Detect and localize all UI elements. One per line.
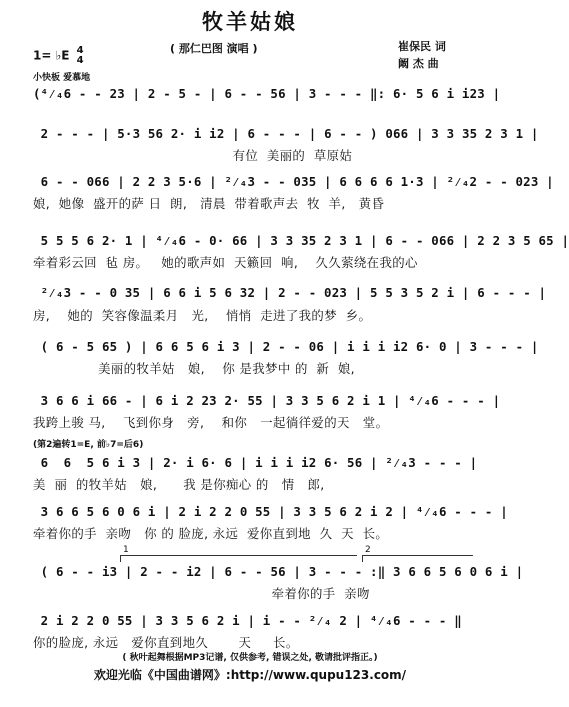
tempo-marking: 小快板 爱慕地: [33, 73, 91, 83]
composer-credit: 阚 杰 曲: [398, 57, 439, 70]
song-title: 牧羊姑娘: [202, 10, 298, 34]
time-signature: [77, 46, 84, 66]
volta-number-2: 2: [365, 545, 371, 555]
key-label: 1= ♭E: [33, 48, 70, 63]
notation-line: ( 6 - 5 65 ) | 6 6 5 6 i 3 | 2 - - 06 | i i i i2 6· 0 | 3 - - - |: [33, 339, 539, 354]
lyricist-credit: 崔保民 词: [398, 40, 446, 53]
website-footer: 欢迎光临《中国曲谱网》:http://www.qupu123.com/: [93, 668, 407, 682]
lyrics-line: 房, 她的 笑容像温柔月 光, 悄悄 走进了我的梦 乡。: [33, 308, 372, 323]
performer-credit: ( 那仁巴图 演唱 ): [170, 42, 258, 55]
notation-line: ²⁄₄3 - - 0 35 | 6 6 i 5 6 32 | 2 - - 023 | 5 5 3 5 2 i | 6 - - - |: [33, 285, 547, 300]
notation-line: 6 6 5 6 i 3 | 2· i 6· 6 | i i i i2 6· 56 | ²⁄₄3 - - - |: [33, 455, 478, 470]
lyrics-line: 娘, 她像 盛开的萨 日 朗, 清晨 带着歌声去 牧 羊, 黄昏: [33, 196, 385, 211]
lyrics-line: 你的脸庞, 永远 爱你直到地久 天 长。: [33, 635, 299, 650]
lyrics-line: 牵着彩云回 毡 房。 她的歌声如 天籁回 响, 久久萦绕在我的心: [33, 255, 418, 270]
modulation-note: (第2遍转1=E, 前♭7=后6): [33, 440, 144, 450]
notation-line: (⁴⁄₄6 - - 23 | 2 - 5 - | 6 - - 56 | 3 - - - ‖: 6· 5 6 i i23 |: [33, 86, 501, 101]
lyrics-line: 美 丽 的牧羊姑 娘, 我 是你痴心 的 情 郎,: [33, 477, 325, 492]
volta-bracket-2: [362, 545, 473, 562]
lyrics-line: 有位 美丽的 草原姑: [33, 148, 353, 163]
notation-line: 2 i 2 2 0 55 | 3 3 5 6 2 i | i - - ²⁄₄ 2 | ⁴⁄₄6 - - - ‖: [33, 613, 462, 628]
lyrics-line: 美丽的牧羊姑 娘, 你 是我梦中 的 新 娘,: [33, 361, 356, 376]
notation-line: ( 6 - - i3 | 2 - - i2 | 6 - - 56 | 3 - - - :‖ 3 6 6 5 6 0 6 i |: [33, 564, 524, 579]
notation-line: 3 6 6 i 66 - | 6 i 2 23 2· 55 | 3 3 5 6 2 i 1 | ⁴⁄₄6 - - - |: [33, 393, 501, 408]
lyrics-line: 牵着你的手 亲吻: [33, 586, 370, 601]
notation-line: 2 - - - | 5·3 56 2· i i2 | 6 - - - | 6 - - ) 066 | 3 3 35 2 3 1 |: [33, 126, 539, 141]
key-signature: [33, 46, 84, 66]
notation-line: 6 - - 066 | 2 2 3 5·6 | ²⁄₄3 - - 035 | 6 6 6 6 1·3 | ²⁄₄2 - - 023 |: [33, 174, 554, 189]
volta-bracket-1: [120, 545, 357, 562]
volta-number-1: 1: [123, 545, 129, 555]
time-bottom: 4: [76, 55, 84, 66]
transcriber-note: ( 秋叶起舞根据MP3记谱, 仅供参考, 错误之处, 敬请批评指正。): [122, 653, 378, 663]
author-credits: [398, 38, 446, 72]
lyrics-line: 牵着你的手 亲吻 你 的 脸庞, 永远 爱你直到地 久 天 长。: [33, 526, 389, 541]
time-top: 4: [76, 45, 84, 56]
notation-line: 3 6 6 5 6 0 6 i | 2 i 2 2 0 55 | 3 3 5 6 2 i 2 | ⁴⁄₄6 - - - |: [33, 504, 508, 519]
notation-line: 5 5 5 6 2· 1 | ⁴⁄₄6 - 0· 66 | 3 3 35 2 3 1 | 6 - - 066 | 2 2 3 5 65 |: [33, 233, 569, 248]
lyrics-line: 我跨上骏 马, 飞到你身 旁, 和你 一起徜徉爱的天 堂。: [33, 415, 389, 430]
